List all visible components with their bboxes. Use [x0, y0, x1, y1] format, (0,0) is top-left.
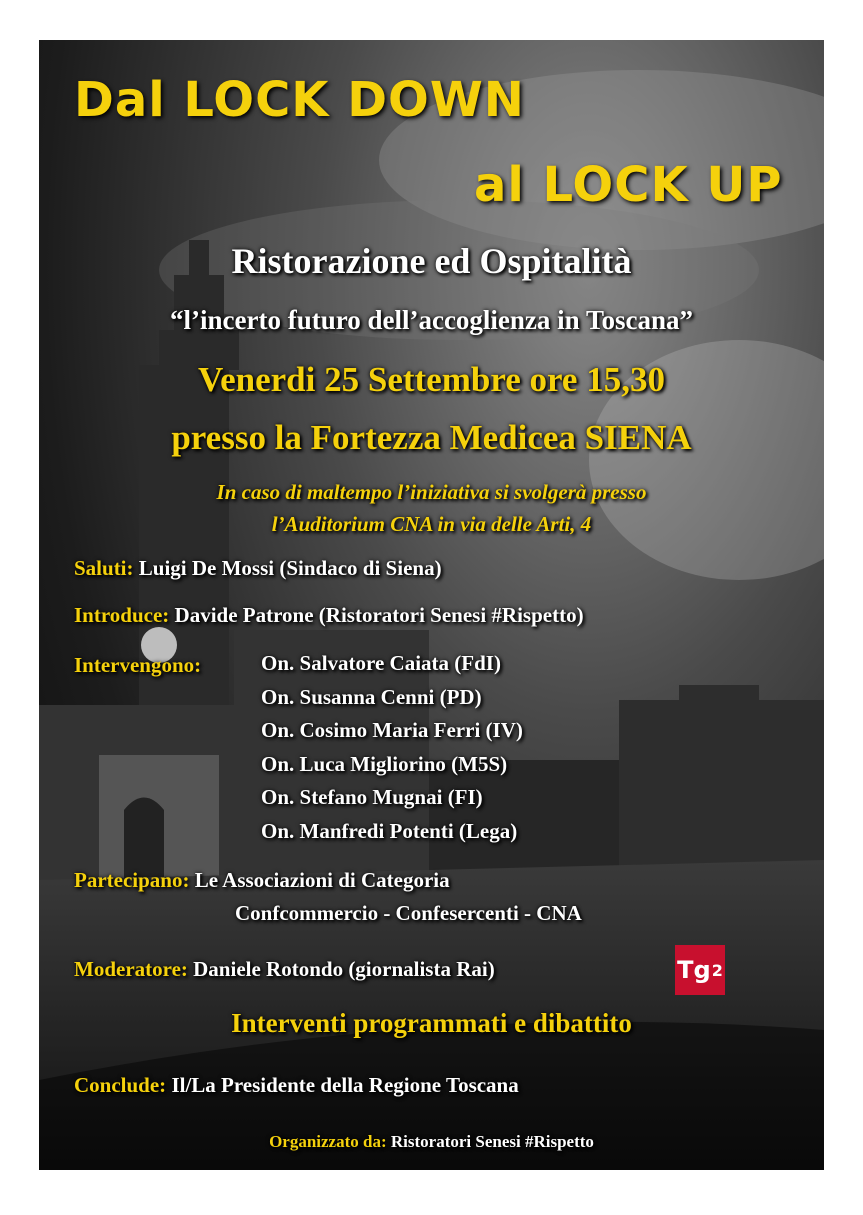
tg2-logo-icon: [675, 945, 725, 995]
tg2-logo-number: 2: [711, 960, 723, 980]
partecipano-row: [74, 868, 450, 893]
introduce-label: Introduce:: [74, 603, 170, 627]
tg2-logo-text: Tg: [677, 956, 711, 984]
saluti-value: Luigi De Mossi (Sindaco di Siena): [138, 556, 442, 580]
headline-line-1: Dal LOCK DOWN: [74, 72, 525, 128]
intervengono-label: Intervengono:: [74, 653, 202, 677]
moderatore-label: Moderatore:: [74, 957, 188, 981]
speaker-item: On. Salvatore Caiata (FdI): [261, 651, 501, 675]
conclude-value: Il/La Presidente della Regione Toscana: [171, 1073, 519, 1097]
speaker-item: On. Stefano Mugnai (FI): [261, 785, 483, 809]
speaker-item: On. Luca Migliorino (M5S): [261, 751, 508, 776]
saluti-row: [74, 556, 442, 581]
weather-note-line-2: l’Auditorium CNA in via delle Arti, 4: [271, 512, 592, 536]
weather-note-line-1: In caso di maltempo l’iniziativa si svolgerà presso: [216, 480, 647, 504]
introduce-row: [74, 603, 584, 628]
conclude-row: [74, 1073, 519, 1098]
event-poster: [39, 40, 824, 1170]
conclude-label: Conclude:: [74, 1073, 167, 1097]
program-line: Interventi programmati e dibattito: [231, 1008, 632, 1038]
speaker-item: On. Cosimo Maria Ferri (IV): [261, 718, 523, 742]
partecipano-label: Partecipano:: [74, 868, 190, 892]
partecipano-line-2: Confcommercio - Confesercenti - CNA: [235, 901, 582, 925]
headline-line-2: al LOCK UP: [474, 157, 783, 213]
moderatore-row: [74, 957, 495, 982]
organizer-value: Ristoratori Senesi #Rispetto: [390, 1132, 594, 1151]
event-venue: presso la Fortezza Medicea SIENA: [171, 418, 692, 457]
event-subtitle: “l’incerto futuro dell’accoglienza in Toscana”: [170, 305, 693, 335]
organizer-row: [39, 1132, 824, 1152]
event-title: Ristorazione ed Ospitalità: [231, 241, 632, 281]
speaker-item: On. Susanna Cenni (PD): [261, 684, 482, 709]
organizer-label: Organizzato da:: [269, 1132, 387, 1151]
introduce-value: Davide Patrone (Ristoratori Senesi #Rispetto): [174, 603, 584, 627]
partecipano-line-1: Le Associazioni di Categoria: [194, 868, 450, 892]
speakers-list: [261, 647, 523, 848]
saluti-label: Saluti:: [74, 556, 134, 580]
moderatore-value: Daniele Rotondo (giornalista Rai): [193, 957, 495, 981]
speaker-item: On. Manfredi Potenti (Lega): [261, 818, 518, 843]
event-date: Venerdi 25 Settembre ore 15,30: [198, 360, 665, 399]
